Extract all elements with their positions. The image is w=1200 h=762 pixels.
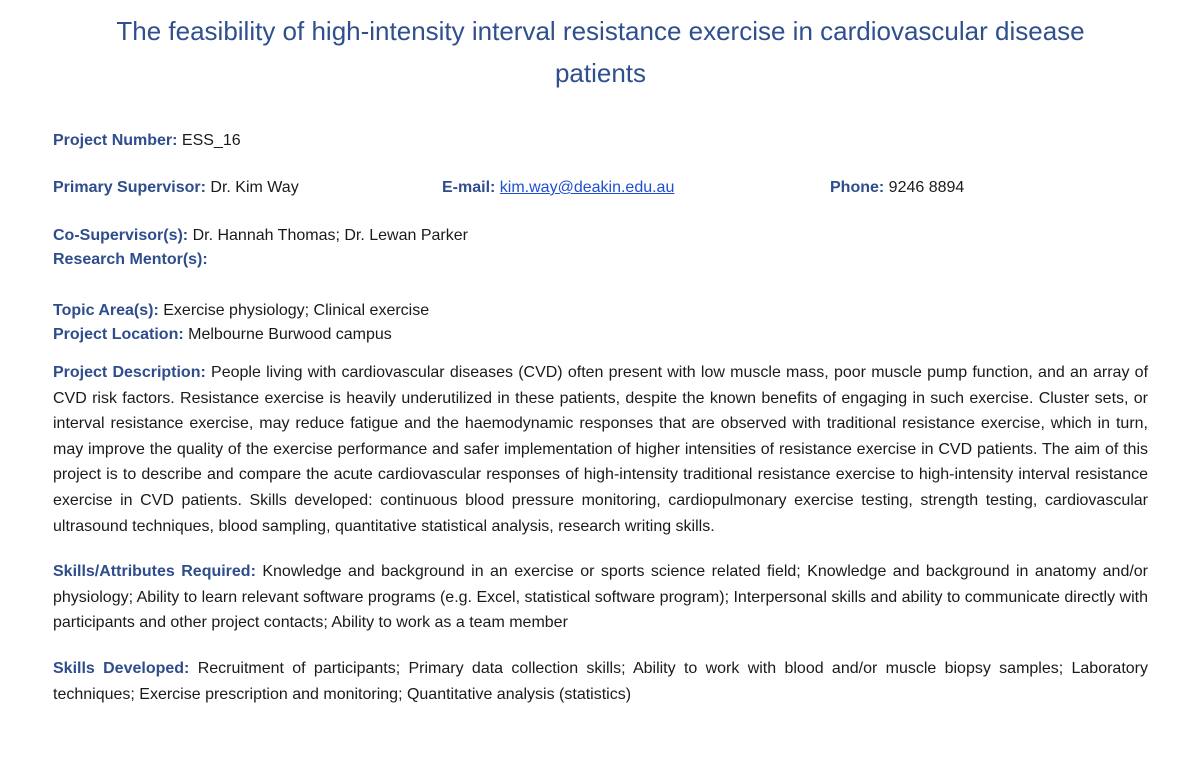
skills-developed-value: Recruitment of participants; Primary data collection skills; Ability to work with blood and/or muscle biopsy samples; Laboratory techniques; Exercise prescription and monitoring; Quantitative analysis (statistics) (53, 659, 1149, 703)
research-mentors-line (53, 248, 1148, 272)
primary-supervisor-label: Primary Supervisor: (53, 179, 206, 196)
supervisor-contact-row (53, 176, 1148, 200)
skills-developed-paragraph (53, 656, 1148, 707)
skills-required-value: Knowledge and background in an exercise or sports science related field; Knowledge and background in anatomy and/or physiology; Ability to learn relevant software programs (e.g. Excel, statistical software program); Interpersonal skills and ability to communicate directly with participants and other project contacts; Ability to work as a team member (53, 563, 1149, 632)
research-mentors-label: Research Mentor(s): (53, 251, 208, 268)
co-supervisors-label: Co-Supervisor(s): (53, 227, 189, 244)
skills-required-paragraph (53, 559, 1148, 636)
project-description-label: Project Description: (53, 364, 206, 381)
topic-areas-value: Exercise physiology; Clinical exercise (163, 302, 430, 319)
phone-field (830, 176, 964, 200)
co-supervisors-line (53, 224, 1148, 248)
project-number-label: Project Number: (53, 132, 178, 149)
project-number-value: ESS_16 (181, 132, 241, 149)
topic-areas-line (53, 299, 1148, 323)
co-supervisors-value: Dr. Hannah Thomas; Dr. Lewan Parker (192, 227, 468, 244)
project-number-line (53, 129, 1148, 153)
project-description-value: People living with cardiovascular diseases (CVD) often present with low muscle mass, poor muscle pump function, and an array of CVD risk factors. Resistance exercise is heavily underutilized in these patients, despite the known benefits of engaging in such exercise. Cluster sets, or interval resistance exercise, may reduce fatigue and the haemodynamic responses that are observed with traditional resistance exercise, which in turn, may improve the quality of the exercise performance and safer implementation of higher intensities of resistance exercise in CVD patients. The aim of this project is to describe and compare the acute cardiovascular responses of high-intensity traditional resistance exercise to high-intensity interval resistance exercise in CVD patients. Skills developed: continuous blood pressure monitoring, cardiopulmonary exercise testing, strength testing, cardiovascular ultrasound techniques, blood sampling, quantitative statistical analysis, research writing skills. (53, 364, 1149, 535)
primary-supervisor-value: Dr. Kim Way (210, 179, 299, 196)
document-title: The feasibility of high-intensity interval resistance exercise in cardiovascular disease patients (116, 16, 1085, 88)
project-description-paragraph (53, 360, 1148, 539)
project-location-label: Project Location: (53, 326, 184, 343)
project-location-line (53, 323, 1148, 347)
topic-areas-label: Topic Area(s): (53, 302, 159, 319)
phone-label: Phone: (830, 179, 885, 196)
document-page (0, 10, 1200, 762)
primary-supervisor-field (53, 176, 299, 200)
skills-developed-label: Skills Developed: (53, 659, 190, 677)
phone-value: 9246 8894 (888, 179, 965, 196)
email-label: E-mail: (442, 179, 496, 196)
project-location-value: Melbourne Burwood campus (188, 326, 392, 343)
skills-required-label: Skills/Attributes Required: (53, 563, 256, 581)
email-link[interactable]: kim.way@deakin.edu.au (499, 179, 675, 196)
email-field (442, 176, 674, 200)
